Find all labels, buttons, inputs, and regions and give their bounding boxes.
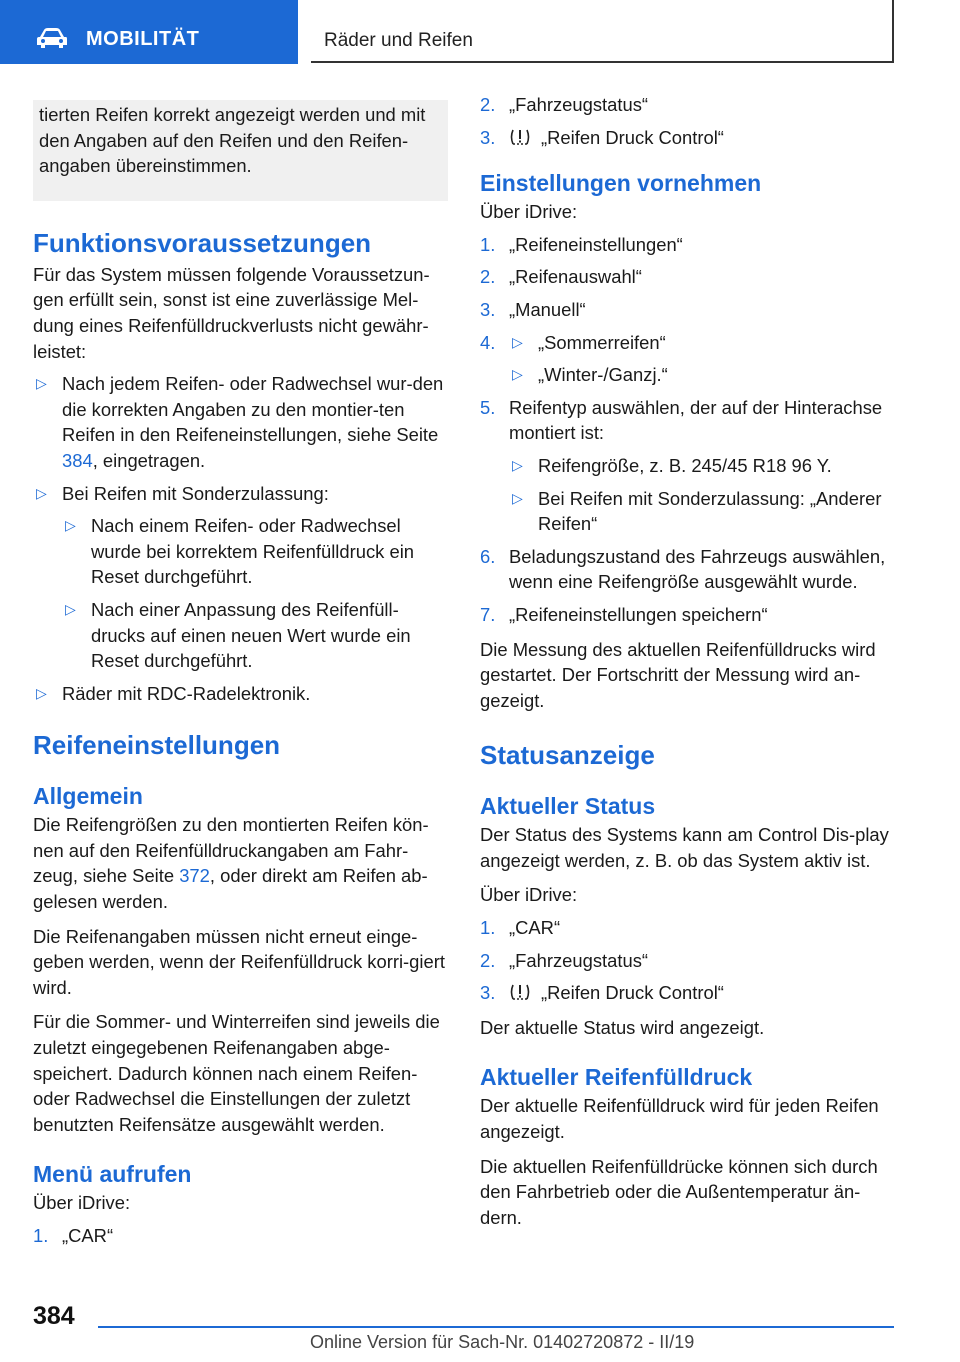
triangle-bullet-icon: ▷	[512, 456, 523, 473]
car-icon	[36, 27, 68, 49]
menu-steps-continued	[480, 92, 895, 150]
list-item: 1. „Reifeneinstellungen“	[480, 233, 683, 255]
heading-reifeneinstellungen: Reifeneinstellungen	[33, 730, 281, 761]
list-item: ▷ „Sommerreifen“	[480, 330, 895, 356]
list-item	[33, 371, 448, 473]
list-item: 7. „Reifeneinstellungen speichern“	[480, 603, 768, 625]
funktion-text: Für das System müssen folgende Voraussetzun-gen erfüllt sein, sonst ist eine zuverlässige Mel-dung eines Reifenfülldruckverlusts nicht gewähr-leistet:	[33, 263, 430, 362]
list-item: ▷ Bei Reifen mit Sonderzulassung: „Anderer Reifen“	[512, 487, 882, 535]
list-item	[62, 597, 448, 674]
einst-intro: Über iDrive:	[480, 201, 578, 223]
bullet-text: Räder mit RDC-Radelektronik.	[62, 682, 311, 704]
triangle-bullet-icon: ▷	[36, 375, 47, 392]
section-title: MOBILITÄT	[86, 28, 200, 50]
section-header	[0, 0, 298, 64]
status-text: Der Status des Systems kann am Control Dis-play angezeigt werden, z. B. ob das System aktiv ist.	[480, 824, 889, 871]
note-box	[33, 100, 448, 201]
triangle-bullet-icon: ▷	[36, 484, 47, 501]
note-text: tierten Reifen korrekt angezeigt werden und mit den Angaben auf den Reifen und den Reifen-angaben übereinstimmen.	[39, 104, 426, 177]
list-item: 3. „Manuell“	[480, 298, 586, 320]
list-item: 6. Beladungszustand des Fahrzeugs auswählen, wenn eine Reifengröße ausgewählt wurde.	[480, 545, 886, 593]
right-column	[480, 92, 895, 1230]
heading-einstellungen-vornehmen: Einstellungen vornehmen	[480, 170, 762, 197]
chapter-title: Räder und Reifen	[324, 30, 473, 51]
funktion-list	[33, 371, 448, 706]
status-steps	[480, 915, 895, 1006]
footer-divider	[98, 1326, 894, 1328]
sub-list	[509, 453, 895, 537]
allgemein-paragraph: Die Reifenangaben müssen nicht erneut einge-geben werden, wenn der Reifenfülldruck korri-giert wird.	[33, 925, 445, 998]
list-item: ▷ „Winter-/Ganzj.“	[480, 362, 895, 388]
heading-aktueller-status: Aktueller Status	[480, 793, 656, 820]
list-item: 1. „CAR“	[33, 1225, 114, 1246]
triangle-bullet-icon: ▷	[512, 489, 523, 506]
status-outcome: Der aktuelle Status wird angezeigt.	[480, 1016, 765, 1038]
bullet-text: Nach einem Reifen- oder Radwechsel wurde bei korrektem Reifenfülldruck ein Reset durchgeführt.	[91, 515, 415, 588]
list-item: 3. „Reifen Druck Control“	[480, 126, 724, 148]
bullet-text: , eingetragen.	[92, 449, 206, 471]
druck-paragraph: Die aktuellen Reifenfülldrücke können sich durch den Fahrbetrieb oder die Außentemperatur än-dern.	[480, 1155, 878, 1228]
sub-list	[62, 513, 448, 674]
bullet-text: Nach einer Anpassung des Reifenfüll-drucks auf einen neuen Wert wurde ein Reset durchgeführt.	[91, 598, 411, 672]
list-item	[33, 481, 448, 674]
list-item: 1. „CAR“	[480, 917, 561, 939]
heading-funktionsvoraussetzungen: Funktionsvoraussetzungen	[33, 227, 372, 258]
sub-list	[480, 330, 895, 388]
list-item: 3. „Reifen Druck Control“	[480, 982, 724, 1004]
list-item: 4. ▷ „Sommerreifen“ ▷ „Winter-/Ganzj.“	[480, 330, 895, 388]
einst-outcome: Die Messung des aktuellen Reifenfülldrucks wird gestartet. Der Fortschritt der Messung wird an-gezeigt.	[480, 638, 876, 711]
list-item: 2. „Reifenauswahl“	[480, 266, 642, 288]
heading-aktueller-reifenfuelldruck: Aktueller Reifenfülldruck	[480, 1064, 753, 1091]
tire-pressure-warning-icon	[509, 982, 531, 1002]
heading-allgemein: Allgemein	[33, 783, 143, 810]
page-number: 384	[33, 1302, 75, 1330]
bullet-text: Nach jedem Reifen- oder Radwechsel wur-den die korrekten Angaben zu den montier-ten Reifen in den Reifeneinstellungen, siehe Seite	[62, 373, 444, 446]
list-item: 5. Reifentyp auswählen, der auf der Hinterachse montiert ist: ▷ Reifengröße, z. B. 245/45 R18 96 Y. ▷ Bei Reifen mit Sonderzulassung: „Anderer Reifen“	[480, 395, 895, 537]
heading-menu-aufrufen: Menü aufrufen	[33, 1161, 192, 1188]
page-link-384[interactable]: 384	[62, 449, 93, 471]
triangle-bullet-icon: ▷	[65, 517, 76, 534]
left-column	[33, 100, 448, 1249]
druck-paragraph: Der aktuelle Reifenfülldruck wird für jeden Reifen angezeigt.	[480, 1095, 879, 1143]
status-intro: Über iDrive:	[480, 884, 578, 906]
triangle-bullet-icon: ▷	[36, 684, 47, 701]
heading-statusanzeige: Statusanzeige	[480, 740, 655, 771]
triangle-bullet-icon: ▷	[65, 600, 76, 617]
einst-steps	[480, 232, 895, 628]
triangle-bullet-icon: ▷	[512, 333, 523, 350]
list-item	[62, 513, 448, 590]
menu-steps	[33, 1223, 448, 1249]
footer-text: Online Version für Sach-Nr. 01402720872 - II/19	[310, 1332, 695, 1352]
tire-pressure-warning-icon	[509, 127, 531, 147]
triangle-bullet-icon: ▷	[512, 366, 523, 383]
allgemein-paragraph: Die Reifengrößen zu den montierten Reifen kön-nen auf den Reifenfülldruckangaben am Fahr-zeug, siehe Seite 372, oder direkt am Reifen ab-gelesen werden.	[33, 814, 429, 913]
chapter-header	[311, 0, 894, 63]
menu-intro: Über iDrive:	[33, 1192, 131, 1214]
allgemein-paragraph: Für die Sommer- und Winterreifen sind jeweils die zuletzt eingegebenen Reifenangaben abge-speichert. Dadurch können nach einem Reifen- oder Radwechsel die Einstellungen der zuletzt benutzten Reifensätze ausgewählt werden.	[33, 1011, 440, 1135]
list-item	[33, 681, 448, 707]
bullet-text: Bei Reifen mit Sonderzulassung:	[62, 482, 329, 504]
list-item: ▷ Reifengröße, z. B. 245/45 R18 96 Y.	[509, 453, 895, 479]
list-item: 2. „Fahrzeugstatus“	[480, 949, 649, 971]
page-link-372[interactable]: 372	[179, 865, 210, 887]
list-item: 2. „Fahrzeugstatus“	[480, 94, 649, 115]
